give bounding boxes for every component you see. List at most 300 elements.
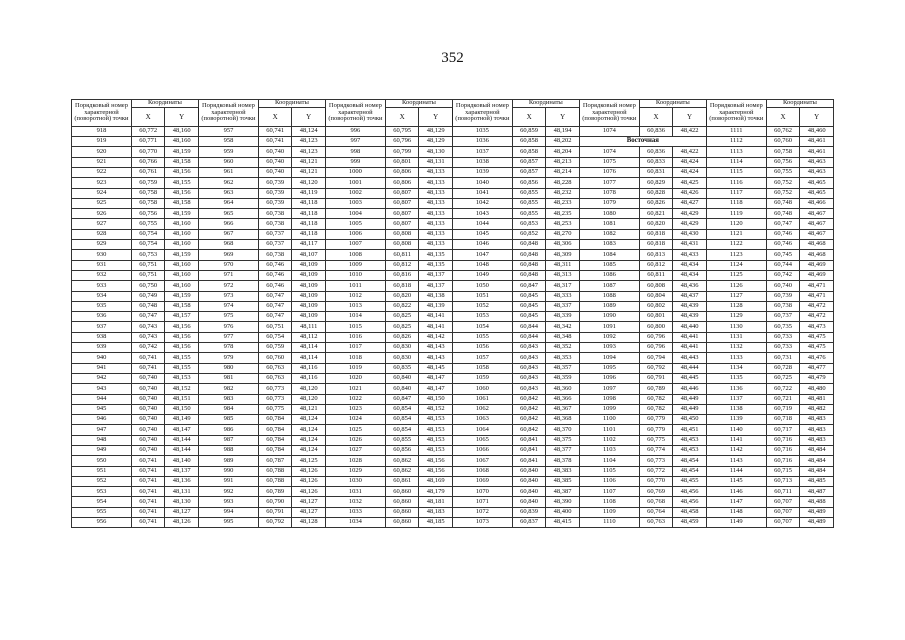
- y-value: 48,415: [546, 518, 580, 528]
- table-row: [72, 281, 834, 291]
- point-number: 1004: [325, 209, 385, 219]
- y-value: 48,152: [165, 384, 199, 394]
- point-number: 1019: [325, 363, 385, 373]
- y-value: 48,160: [165, 240, 199, 250]
- table-body: [72, 126, 834, 528]
- y-value: 48,141: [419, 322, 453, 332]
- point-number: 1074: [579, 126, 639, 136]
- y-value: 48,124: [292, 446, 326, 456]
- y-value: 48,153: [419, 435, 453, 445]
- x-value: 60,843: [512, 343, 546, 353]
- y-value: 48,133: [419, 209, 453, 219]
- y-value: 48,443: [673, 353, 707, 363]
- x-value: 60,775: [639, 435, 673, 445]
- table-row: [72, 291, 834, 301]
- point-number: 1007: [325, 240, 385, 250]
- x-value: 60,740: [131, 394, 165, 404]
- point-number: 994: [198, 507, 258, 517]
- x-value: 60,741: [131, 363, 165, 373]
- point-number: 964: [198, 198, 258, 208]
- point-number: 981: [198, 373, 258, 383]
- y-value: 48,121: [292, 404, 326, 414]
- x-value: 60,784: [258, 415, 292, 425]
- y-value: 48,306: [546, 240, 580, 250]
- y-value: 48,125: [292, 456, 326, 466]
- y-value: 48,489: [800, 518, 834, 528]
- point-number: 1022: [325, 394, 385, 404]
- y-value: 48,426: [673, 188, 707, 198]
- y-value: 48,475: [800, 332, 834, 342]
- point-number: 1081: [579, 219, 639, 229]
- x-value: 60,829: [639, 178, 673, 188]
- y-value: 48,153: [419, 425, 453, 435]
- x-value: 60,821: [639, 209, 673, 219]
- x-value: 60,796: [639, 332, 673, 342]
- x-value: 60,756: [766, 157, 800, 167]
- point-number: 963: [198, 188, 258, 198]
- table-row: [72, 394, 834, 404]
- x-value: 60,848: [512, 250, 546, 260]
- y-value: 48,311: [546, 260, 580, 270]
- table-row: [72, 507, 834, 517]
- point-number: 1105: [579, 466, 639, 476]
- header-point-number: Порядковый номер характерной (поворотной) точки: [706, 100, 766, 127]
- point-number: 1025: [325, 425, 385, 435]
- point-number: 1099: [579, 404, 639, 414]
- point-number: 960: [198, 157, 258, 167]
- x-value: 60,822: [385, 301, 419, 311]
- header-coordinates: Координаты: [385, 100, 452, 108]
- x-value: 60,789: [258, 487, 292, 497]
- point-number: 1012: [325, 291, 385, 301]
- y-value: 48,120: [292, 178, 326, 188]
- point-number: 1017: [325, 343, 385, 353]
- table-row: [72, 178, 834, 188]
- point-number: 1087: [579, 281, 639, 291]
- point-number: 954: [72, 497, 132, 507]
- header-y: Y: [546, 107, 580, 126]
- point-number: 923: [72, 178, 132, 188]
- point-number: 974: [198, 301, 258, 311]
- point-number: 984: [198, 404, 258, 414]
- x-value: 60,840: [512, 476, 546, 486]
- y-value: 48,157: [165, 312, 199, 322]
- table-row: [72, 435, 834, 445]
- y-value: 48,440: [673, 322, 707, 332]
- x-value: 60,841: [512, 446, 546, 456]
- y-value: 48,109: [292, 260, 326, 270]
- point-number: 940: [72, 353, 132, 363]
- point-number: 999: [325, 157, 385, 167]
- x-value: 60,840: [385, 384, 419, 394]
- point-number: 1120: [706, 219, 766, 229]
- point-number: 1072: [452, 507, 512, 517]
- x-value: 60,818: [639, 229, 673, 239]
- point-number: 1030: [325, 476, 385, 486]
- x-value: 60,747: [766, 219, 800, 229]
- table-row: [72, 353, 834, 363]
- point-number: 1055: [452, 332, 512, 342]
- x-value: 60,746: [766, 229, 800, 239]
- point-number: 1051: [452, 291, 512, 301]
- x-value: 60,738: [766, 301, 800, 311]
- point-number: 947: [72, 425, 132, 435]
- point-number: 1142: [706, 446, 766, 456]
- point-number: 1076: [579, 167, 639, 177]
- point-number: 1089: [579, 301, 639, 311]
- x-value: 60,792: [258, 518, 292, 528]
- y-value: 48,126: [165, 518, 199, 528]
- x-value: 60,741: [131, 476, 165, 486]
- x-value: 60,773: [639, 456, 673, 466]
- point-number: 962: [198, 178, 258, 188]
- x-value: 60,741: [131, 507, 165, 517]
- x-value: 60,840: [512, 497, 546, 507]
- point-number: 1027: [325, 446, 385, 456]
- point-number: 1104: [579, 456, 639, 466]
- point-number: 1111: [706, 126, 766, 136]
- y-value: 48,439: [673, 301, 707, 311]
- x-value: 60,796: [385, 137, 419, 147]
- y-value: 48,479: [800, 373, 834, 383]
- x-value: 60,740: [131, 373, 165, 383]
- y-value: 48,424: [673, 157, 707, 167]
- x-value: 60,740: [766, 281, 800, 291]
- x-value: 60,768: [639, 497, 673, 507]
- point-number: 1058: [452, 363, 512, 373]
- point-number: 1127: [706, 291, 766, 301]
- point-number: 1020: [325, 373, 385, 383]
- x-value: 60,840: [512, 487, 546, 497]
- y-value: 48,147: [419, 373, 453, 383]
- x-value: 60,754: [131, 229, 165, 239]
- y-value: 48,160: [165, 260, 199, 270]
- header-point-number: Порядковый номер характерной (поворотной) точки: [325, 100, 385, 127]
- y-value: 48,114: [292, 343, 326, 353]
- point-number: 1146: [706, 487, 766, 497]
- y-value: 48,116: [292, 373, 326, 383]
- header-x: X: [385, 107, 419, 126]
- y-value: 48,383: [546, 466, 580, 476]
- point-number: 1034: [325, 518, 385, 528]
- table-row: [72, 270, 834, 280]
- point-number: 1134: [706, 363, 766, 373]
- x-value: 60,795: [385, 126, 419, 136]
- table-row: [72, 322, 834, 332]
- y-value: 48,483: [800, 425, 834, 435]
- y-value: 48,453: [673, 446, 707, 456]
- point-number: 1067: [452, 456, 512, 466]
- y-value: 48,434: [673, 260, 707, 270]
- point-number: 1061: [452, 394, 512, 404]
- y-value: 48,422: [673, 126, 707, 136]
- y-value: 48,460: [800, 126, 834, 136]
- point-number: 1109: [579, 507, 639, 517]
- point-number: 968: [198, 240, 258, 250]
- header-x: X: [766, 107, 800, 126]
- y-value: 48,155: [165, 353, 199, 363]
- point-number: 1114: [706, 157, 766, 167]
- y-value: 48,359: [546, 373, 580, 383]
- x-value: 60,719: [766, 404, 800, 414]
- point-number: 1043: [452, 209, 512, 219]
- point-number: 1090: [579, 312, 639, 322]
- point-number: 1121: [706, 229, 766, 239]
- y-value: 48,153: [165, 373, 199, 383]
- point-number: 1116: [706, 178, 766, 188]
- y-value: 48,469: [800, 270, 834, 280]
- x-value: 60,820: [385, 291, 419, 301]
- point-number: 1113: [706, 147, 766, 157]
- x-value: 60,728: [766, 363, 800, 373]
- y-value: 48,160: [165, 137, 199, 147]
- y-value: 48,124: [292, 415, 326, 425]
- x-value: 60,751: [131, 260, 165, 270]
- y-value: 48,441: [673, 332, 707, 342]
- point-number: 1112: [706, 137, 766, 147]
- x-value: 60,770: [131, 147, 165, 157]
- table-row: [72, 198, 834, 208]
- point-number: 939: [72, 343, 132, 353]
- table-header: [72, 100, 834, 127]
- x-value: 60,844: [512, 322, 546, 332]
- point-number: 1037: [452, 147, 512, 157]
- x-value: 60,707: [766, 518, 800, 528]
- y-value: 48,120: [292, 394, 326, 404]
- y-value: 48,366: [546, 394, 580, 404]
- point-number: 985: [198, 415, 258, 425]
- y-value: 48,449: [673, 394, 707, 404]
- point-number: 1097: [579, 384, 639, 394]
- y-value: 48,126: [292, 487, 326, 497]
- y-value: 48,468: [800, 240, 834, 250]
- point-number: 1139: [706, 415, 766, 425]
- point-number: 950: [72, 456, 132, 466]
- x-value: 60,837: [512, 518, 546, 528]
- point-number: 1008: [325, 250, 385, 260]
- x-value: 60,731: [766, 353, 800, 363]
- x-value: 60,843: [512, 363, 546, 373]
- header-x: X: [131, 107, 165, 126]
- x-value: 60,740: [258, 147, 292, 157]
- x-value: 60,791: [258, 507, 292, 517]
- y-value: 48,475: [800, 343, 834, 353]
- x-value: 60,771: [131, 137, 165, 147]
- y-value: 48,232: [546, 188, 580, 198]
- point-number: 946: [72, 415, 132, 425]
- point-number: 1060: [452, 384, 512, 394]
- point-number: 931: [72, 260, 132, 270]
- point-number: 1068: [452, 466, 512, 476]
- x-value: 60,812: [385, 260, 419, 270]
- x-value: 60,752: [766, 178, 800, 188]
- point-number: 982: [198, 384, 258, 394]
- y-value: 48,467: [800, 209, 834, 219]
- y-value: 48,109: [292, 312, 326, 322]
- y-value: 48,484: [800, 456, 834, 466]
- point-number: 971: [198, 270, 258, 280]
- table-row: [72, 229, 834, 239]
- y-value: 48,352: [546, 343, 580, 353]
- y-value: 48,112: [292, 332, 326, 342]
- x-value: 60,740: [131, 435, 165, 445]
- x-value: 60,742: [766, 270, 800, 280]
- point-number: 1073: [452, 518, 512, 528]
- y-value: 48,313: [546, 270, 580, 280]
- table-row: [72, 312, 834, 322]
- y-value: 48,123: [292, 147, 326, 157]
- point-number: 935: [72, 301, 132, 311]
- y-value: 48,144: [165, 446, 199, 456]
- x-value: 60,794: [639, 353, 673, 363]
- x-value: 60,859: [512, 126, 546, 136]
- header-coordinates: Координаты: [766, 100, 833, 108]
- x-value: 60,740: [131, 425, 165, 435]
- header-coordinates: Координаты: [258, 100, 325, 108]
- x-value: 60,853: [512, 219, 546, 229]
- y-value: 48,153: [419, 415, 453, 425]
- header-point-number: Порядковый номер характерной (поворотной) точки: [198, 100, 258, 127]
- point-number: 952: [72, 476, 132, 486]
- x-value: 60,741: [131, 456, 165, 466]
- y-value: 48,430: [673, 229, 707, 239]
- point-number: 1082: [579, 229, 639, 239]
- point-number: 1092: [579, 332, 639, 342]
- point-number: 928: [72, 229, 132, 239]
- x-value: 60,707: [766, 507, 800, 517]
- table-row: [72, 415, 834, 425]
- x-value: 60,857: [512, 167, 546, 177]
- y-value: 48,151: [165, 394, 199, 404]
- point-number: 965: [198, 209, 258, 219]
- x-value: 60,743: [131, 322, 165, 332]
- y-value: 48,367: [546, 404, 580, 414]
- y-value: 48,339: [546, 312, 580, 322]
- x-value: 60,756: [131, 209, 165, 219]
- y-value: 48,471: [800, 291, 834, 301]
- y-value: 48,130: [419, 147, 453, 157]
- x-value: 60,740: [258, 167, 292, 177]
- header-x: X: [512, 107, 546, 126]
- y-value: 48,488: [800, 497, 834, 507]
- y-value: 48,483: [800, 415, 834, 425]
- point-number: 1014: [325, 312, 385, 322]
- x-value: 60,811: [385, 250, 419, 260]
- point-number: 1132: [706, 343, 766, 353]
- point-number: 1138: [706, 404, 766, 414]
- point-number: 997: [325, 137, 385, 147]
- point-number: 1035: [452, 126, 512, 136]
- point-number: 980: [198, 363, 258, 373]
- y-value: 48,118: [292, 219, 326, 229]
- x-value: 60,751: [258, 322, 292, 332]
- y-value: 48,159: [165, 209, 199, 219]
- y-value: 48,453: [673, 435, 707, 445]
- x-value: 60,852: [512, 229, 546, 239]
- x-value: 60,826: [639, 198, 673, 208]
- y-value: 48,348: [546, 332, 580, 342]
- y-value: 48,118: [292, 209, 326, 219]
- y-value: 48,126: [292, 466, 326, 476]
- point-number: 932: [72, 270, 132, 280]
- point-number: 973: [198, 291, 258, 301]
- point-number: 941: [72, 363, 132, 373]
- point-number: 1145: [706, 476, 766, 486]
- y-value: 48,118: [292, 198, 326, 208]
- x-value: 60,740: [131, 404, 165, 414]
- point-number: 921: [72, 157, 132, 167]
- y-value: 48,455: [673, 476, 707, 486]
- point-number: 959: [198, 147, 258, 157]
- y-value: 48,160: [165, 229, 199, 239]
- point-number: 1036: [452, 137, 512, 147]
- header-row-main: [72, 100, 834, 108]
- header-y: Y: [673, 107, 707, 126]
- header-y: Y: [419, 107, 453, 126]
- x-value: 60,840: [385, 373, 419, 383]
- x-value: 60,855: [385, 435, 419, 445]
- y-value: 48,150: [165, 404, 199, 414]
- point-number: 945: [72, 404, 132, 414]
- point-number: 1009: [325, 260, 385, 270]
- point-number: 1054: [452, 322, 512, 332]
- point-number: 1057: [452, 353, 512, 363]
- table-row: [72, 260, 834, 270]
- point-number: 1130: [706, 322, 766, 332]
- point-number: 1094: [579, 353, 639, 363]
- x-value: 60,782: [639, 394, 673, 404]
- point-number: 1045: [452, 229, 512, 239]
- x-value: 60,861: [385, 476, 419, 486]
- y-value: 48,133: [419, 198, 453, 208]
- y-value: 48,228: [546, 178, 580, 188]
- y-value: 48,129: [419, 126, 453, 136]
- y-value: 48,472: [800, 312, 834, 322]
- y-value: 48,147: [419, 384, 453, 394]
- x-value: 60,788: [258, 476, 292, 486]
- point-number: 1084: [579, 250, 639, 260]
- point-number: 1016: [325, 332, 385, 342]
- x-value: 60,740: [131, 415, 165, 425]
- x-value: 60,739: [258, 178, 292, 188]
- x-value: 60,766: [131, 157, 165, 167]
- x-value: 60,831: [639, 167, 673, 177]
- y-value: 48,375: [546, 435, 580, 445]
- y-value: 48,459: [673, 518, 707, 528]
- y-value: 48,385: [546, 476, 580, 486]
- y-value: 48,333: [546, 291, 580, 301]
- x-value: 60,775: [258, 404, 292, 414]
- point-number: 983: [198, 394, 258, 404]
- x-value: 60,717: [766, 425, 800, 435]
- point-number: 1032: [325, 497, 385, 507]
- point-number: 1115: [706, 167, 766, 177]
- y-value: 48,158: [165, 198, 199, 208]
- y-value: 48,152: [419, 404, 453, 414]
- table-row: [72, 188, 834, 198]
- y-value: 48,427: [673, 198, 707, 208]
- x-value: 60,733: [766, 343, 800, 353]
- y-value: 48,434: [673, 270, 707, 280]
- x-value: 60,847: [385, 394, 419, 404]
- x-value: 60,737: [258, 229, 292, 239]
- y-value: 48,437: [673, 291, 707, 301]
- x-value: 60,844: [512, 332, 546, 342]
- y-value: 48,126: [292, 476, 326, 486]
- y-value: 48,456: [673, 487, 707, 497]
- y-value: 48,317: [546, 281, 580, 291]
- y-value: 48,127: [292, 507, 326, 517]
